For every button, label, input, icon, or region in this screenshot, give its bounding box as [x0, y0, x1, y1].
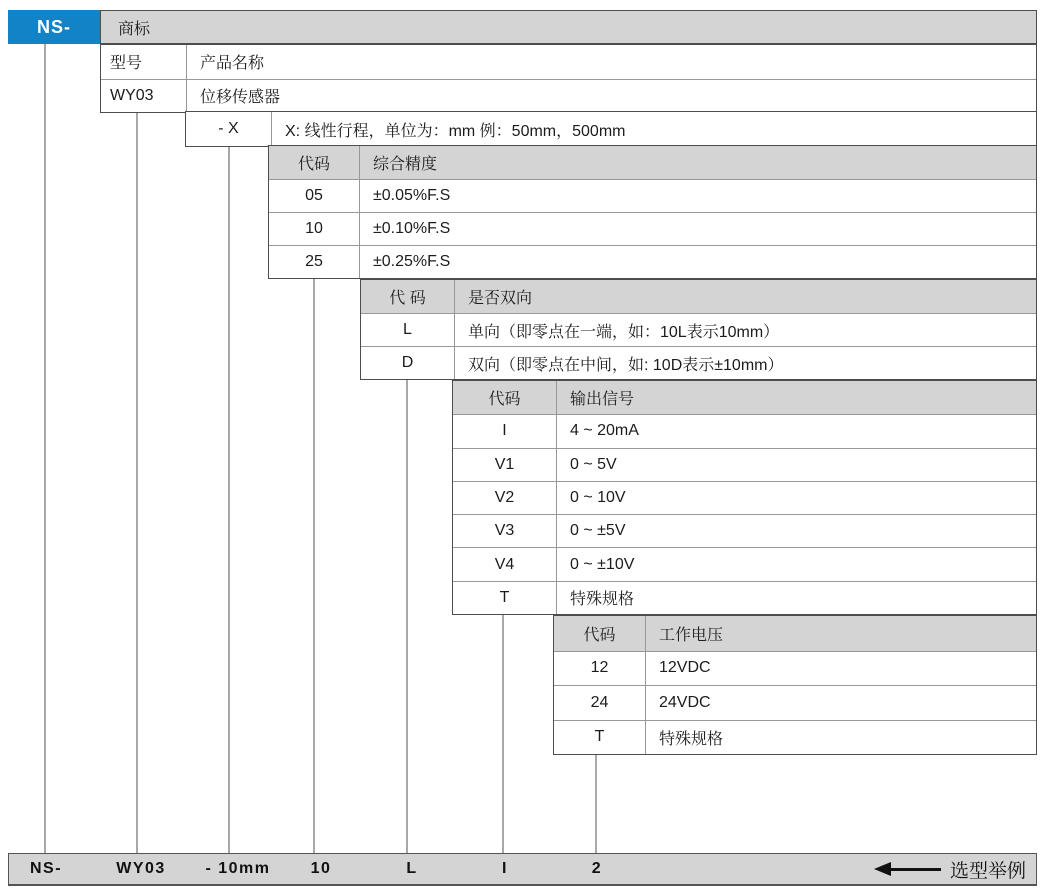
example-bar	[8, 853, 1037, 886]
example-segment-brand: NS-	[29, 860, 63, 877]
selection-example	[874, 854, 1026, 884]
code-cell: T	[554, 720, 645, 755]
column-header-accuracy: 综合精度	[359, 146, 1036, 179]
code-cell: - X	[186, 112, 271, 146]
connector-line-direction	[406, 378, 408, 853]
column-header-code: 代码	[554, 616, 645, 651]
example-segment-output: I	[502, 860, 508, 877]
column-header-model: 型号	[101, 45, 186, 79]
trademark-label: 商标	[118, 20, 151, 38]
value-cell: 双向（即零点在中间，如: 10D表示±10mm）	[454, 346, 1036, 379]
voltage-table	[553, 615, 1037, 755]
code-cell: 10	[269, 212, 359, 245]
code-cell: 12	[554, 651, 645, 686]
column-header-direction: 是否双向	[454, 280, 1036, 313]
connector-line-voltage	[595, 753, 597, 853]
code-cell: 25	[269, 245, 359, 278]
column-header-product: 产品名称	[186, 45, 1036, 79]
value-cell: 24VDC	[645, 685, 1036, 720]
value-cell: 0 ~ ±10V	[556, 547, 1036, 580]
output-table	[452, 380, 1037, 615]
example-segment-accuracy: 10	[310, 860, 332, 877]
stroke-table	[185, 111, 1037, 147]
example-segment-direction: L	[406, 860, 418, 877]
value-cell: ±0.05%F.S	[359, 179, 1036, 212]
value-cell: 4 ~ 20mA	[556, 414, 1036, 447]
value-cell: 特殊规格	[556, 581, 1036, 614]
connector-line-brand	[44, 44, 46, 853]
value-cell: 0 ~ 10V	[556, 481, 1036, 514]
code-cell: I	[453, 414, 556, 447]
column-header-voltage: 工作电压	[645, 616, 1036, 651]
column-header-output: 输出信号	[556, 381, 1036, 414]
value-cell: X: 线性行程，单位为：mm 例：50mm，500mm	[271, 112, 1036, 146]
model-table	[100, 44, 1037, 113]
code-cell: 24	[554, 685, 645, 720]
example-segment-voltage: 2	[591, 860, 603, 877]
value-cell: 位移传感器	[186, 79, 1036, 113]
value-cell: 单向（即零点在一端，如：10L表示10mm）	[454, 313, 1036, 346]
column-header-code: 代 码	[361, 280, 454, 313]
code-cell: D	[361, 346, 454, 379]
left-arrow-icon	[874, 862, 941, 876]
value-cell: 0 ~ ±5V	[556, 514, 1036, 547]
code-cell: L	[361, 313, 454, 346]
value-cell: 0 ~ 5V	[556, 448, 1036, 481]
code-cell: T	[453, 581, 556, 614]
trademark-header	[100, 10, 1037, 44]
code-cell: V4	[453, 547, 556, 580]
code-cell: V1	[453, 448, 556, 481]
code-cell: V2	[453, 481, 556, 514]
brand-code: NS-	[37, 16, 71, 37]
connector-line-accuracy	[313, 277, 315, 853]
value-cell: 特殊规格	[645, 720, 1036, 755]
code-cell: 05	[269, 179, 359, 212]
value-cell: 12VDC	[645, 651, 1036, 686]
code-cell: WY03	[101, 79, 186, 113]
accuracy-table	[268, 145, 1037, 279]
value-cell: ±0.25%F.S	[359, 245, 1036, 278]
selection-example-label: 选型举例	[949, 860, 1026, 882]
connector-line-output	[502, 613, 504, 853]
connector-line-stroke	[228, 145, 230, 853]
direction-table	[360, 279, 1037, 380]
value-cell: ±0.10%F.S	[359, 212, 1036, 245]
example-segment-stroke: - 10mm	[205, 860, 271, 877]
code-cell: V3	[453, 514, 556, 547]
example-segment-model: WY03	[116, 860, 166, 877]
column-header-code: 代码	[453, 381, 556, 414]
column-header-code: 代码	[269, 146, 359, 179]
brand-code-box	[8, 10, 100, 44]
connector-line-model	[136, 111, 138, 853]
